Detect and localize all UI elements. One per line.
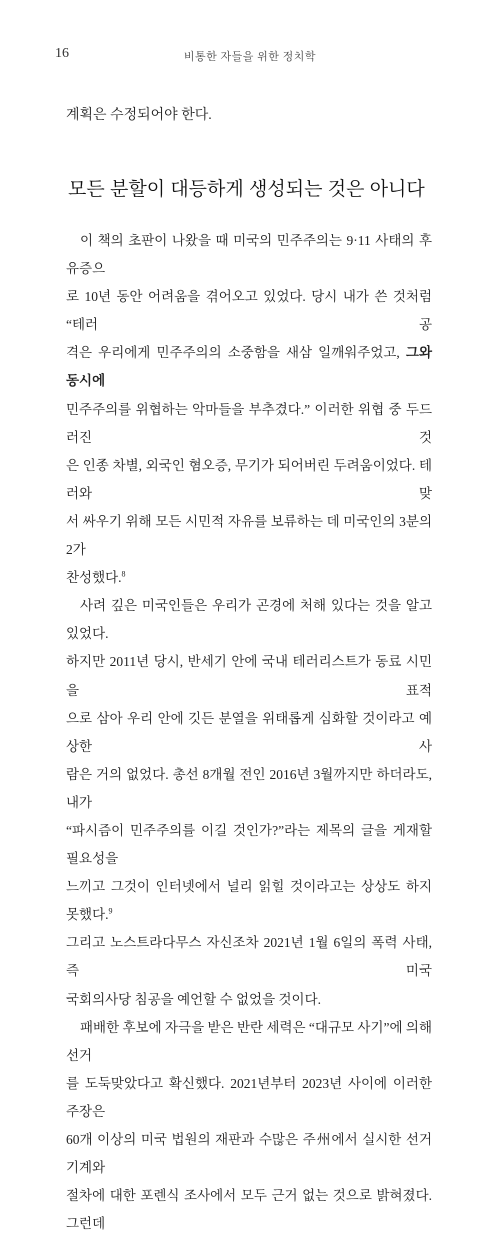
paragraph-line: 를 도둑맞았다고 확신했다. 2021년부터 2023년 사이에 이러한 주장은 bbox=[66, 1075, 432, 1119]
paragraph-line: 람은 거의 없었다. 총선 8개월 전인 2016년 3월까지만 하더라도, 내가 bbox=[66, 766, 432, 810]
paragraph-line: “파시즘이 민주주의를 이길 것인가?”라는 제목의 글을 게재할 필요성을 bbox=[66, 822, 432, 867]
paragraph-line: 로 10년 동안 어려움을 겪어오고 있었다. 당시 내가 쓴 것처럼 “테러 공 bbox=[66, 289, 432, 333]
running-title: 비통한 자들을 위한 정치학 bbox=[183, 51, 317, 63]
paragraph-2 bbox=[66, 592, 432, 1013]
paragraph-line: 느끼고 그것이 인터넷에서 널리 읽힐 것이라고는 상상도 하지 못했다.$^9$ bbox=[66, 879, 432, 923]
paragraph-line: 이 책의 초판이 나왔을 때 미국의 민주주의는 9·11 사태의 후유증으 bbox=[66, 233, 432, 277]
bold-phrase: 그와 동시에 bbox=[66, 345, 432, 389]
paragraph-line: 60개 이상의 미국 법원의 재판과 수많은 주州에서 실시한 선거 기계와 bbox=[66, 1132, 432, 1176]
paragraph-line: 그리고 노스트라다무스 자신조차 2021년 1월 6일의 폭력 사태, 즉 미국 bbox=[66, 935, 432, 979]
footnote-marker: 8 bbox=[121, 569, 126, 579]
lead-text: 계획은 수정되어야 한다. bbox=[66, 108, 212, 123]
paragraph-line: 패배한 후보에 자극을 받은 반란 세력은 “대규모 사기”에 의해 선거 bbox=[66, 1019, 432, 1063]
paragraph-1 bbox=[66, 227, 432, 592]
paragraph-line: 민주주의를 위협하는 악마들을 부추겼다.” 이러한 위협 중 두드러진 것 bbox=[66, 401, 432, 445]
paragraph-line-text: 격은 우리에게 민주주의의 소중함을 새삼 일깨워주었고, bbox=[66, 345, 406, 361]
page-number: 16 bbox=[55, 46, 69, 61]
paragraph-line: 서 싸우기 위해 모든 시민적 자유를 보류하는 데 미국인의 3분의 2가 bbox=[66, 513, 432, 558]
paragraph-line: 사려 깊은 미국인들은 우리가 곤경에 처해 있다는 것을 알고 있었다. bbox=[66, 598, 432, 642]
paragraph-line: 찬성했다.$^8$ bbox=[66, 569, 126, 586]
paragraph-line: 으로 삼아 우리 안에 깃든 분열을 위태롭게 심화할 것이라고 예상한 사 bbox=[66, 710, 432, 754]
paragraph-line: 국회의사당 침공을 예언할 수 없었을 것이다. bbox=[66, 991, 321, 1007]
section-heading: 모든 분할이 대등하게 생성되는 것은 아니다 bbox=[68, 179, 425, 200]
body-text bbox=[66, 227, 432, 1238]
paragraph-line: 절차에 대한 포렌식 조사에서 모두 근거 없는 것으로 밝혀졌다. 그런데 bbox=[66, 1188, 432, 1232]
paragraph-line: 은 인종 차별, 외국인 혐오증, 무기가 되어버린 두려움이었다. 테러와 맞 bbox=[66, 457, 432, 501]
page-header bbox=[0, 46, 500, 66]
paragraph-line bbox=[66, 339, 432, 395]
paragraph-3 bbox=[66, 1014, 432, 1238]
paragraph-line: 하지만 2011년 당시, 반세기 안에 국내 테러리스트가 동료 시민을 표적 bbox=[66, 654, 432, 698]
footnote-marker: 9 bbox=[108, 906, 113, 916]
